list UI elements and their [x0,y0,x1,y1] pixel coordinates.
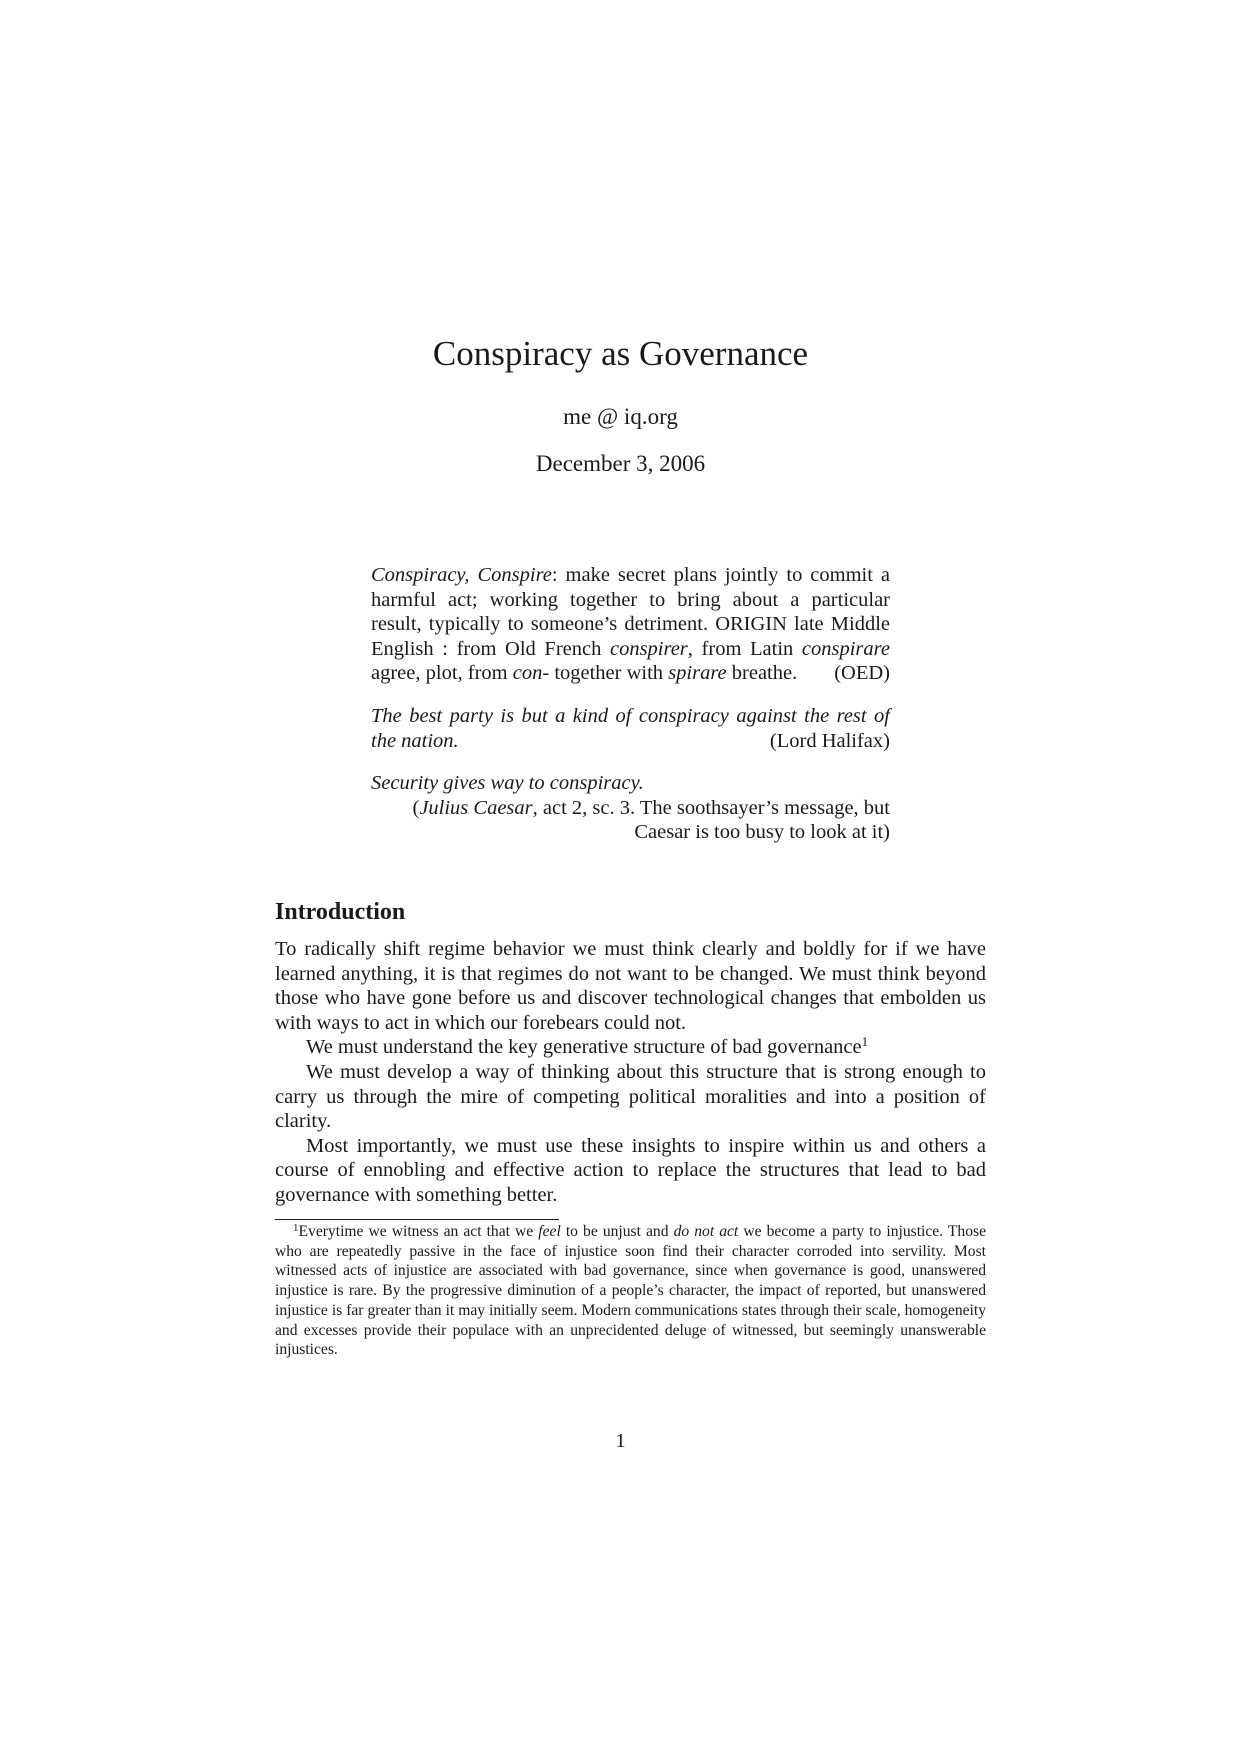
epigraph-quote: The best party is but a kind of conspiracy against the rest of the nation. [371,704,890,752]
epigraph-caesar [371,771,890,845]
paper-date: December 3, 2006 [535,451,706,476]
footnote-marker: 1 [293,1222,299,1234]
paragraph: Most importantly, we must use these insights to inspire within us and others a course of ennobling and effective action to replace the structures that lead to bad governance with something better. [275,1134,986,1206]
section-heading: Introduction [275,899,406,925]
footnote-rule [275,1219,559,1220]
paragraph [275,1035,986,1060]
epigraph-term-spirare: spirare [668,662,727,685]
epigraph-definition-text: , from Latin [687,637,802,660]
epigraph-definition-text: breathe. [726,662,798,685]
footnote-emphasis: do not act [673,1223,739,1240]
footnote-text: Everytime we witness an act that we [298,1223,539,1240]
epigraph-source-rest: , act 2, sc. 3. The soothsayer’s message, but Caesar is too busy to look at it) [532,796,890,844]
page-number: 1 [615,1430,626,1452]
footnote [275,1222,986,1360]
epigraph-term-conspirer: conspirer [609,637,688,660]
epigraph-source: (OED) [834,662,890,685]
epigraph-term: Conspiracy, Conspire [371,564,552,586]
epigraph-term-con: con- [512,662,550,685]
epigraph-source [371,796,890,845]
epigraph-halifax [371,704,890,753]
epigraph-source-open: ( [412,796,420,819]
paragraph: We must develop a way of thinking about this structure that is strong enough to carry us through the mire of competing political moralities and into a position of clarity. [275,1060,986,1133]
paper-title: Conspiracy as Governance [432,334,809,373]
epigraph-definition-text: together with [549,662,669,685]
epigraph-term-conspirare: conspirare [801,637,890,660]
footnote-text: we become a party to injustice. Those who are repeatedly passive in the face of injustice soon find their character corroded into servility. Most witnessed acts of injustice are associated with bad governance, since when governance is good, unanswered injustice is rare. By the progressive diminution of a people’s character, the impact of reported, but unanswered injustice is far greater than it may initially seem. Modern communications states through their scale, homogeneity and excesses provide their populace with an unprecidented deluge of witnessed, but seemingly unanswerable injustices. [275,1223,986,1359]
paragraph-text: We must understand the key generative structure of bad governance [306,1036,862,1059]
epigraph-source: (Lord Halifax) [769,729,890,752]
section-body [275,937,986,1208]
epigraph-quote: Security gives way to conspiracy. [371,772,644,795]
paper-author: me @ iq.org [563,404,678,429]
epigraph-definition [371,563,890,686]
footnote-reference[interactable]: 1 [861,1034,869,1050]
footnote-emphasis: feel [538,1223,561,1240]
epigraph-definition-text: : make secret plans jointly to commit a harmful act; working together to bring about a particular result, typically to someone’s detriment. ORIGIN late Middle English : from Old French [371,564,890,660]
epigraph-definition-text: agree, plot, from [371,662,513,685]
footnote-text: to be unjust and [560,1223,674,1240]
epigraphs [371,563,890,863]
epigraph-source-work: Julius Caesar [419,796,533,819]
paragraph: To radically shift regime behavior we must think clearly and boldly for if we have learned anything, it is that regimes do not want to be changed. We must think beyond those who have gone before us and discover technological changes that embolden us with ways to act in which our forebears could not. [275,938,986,1034]
